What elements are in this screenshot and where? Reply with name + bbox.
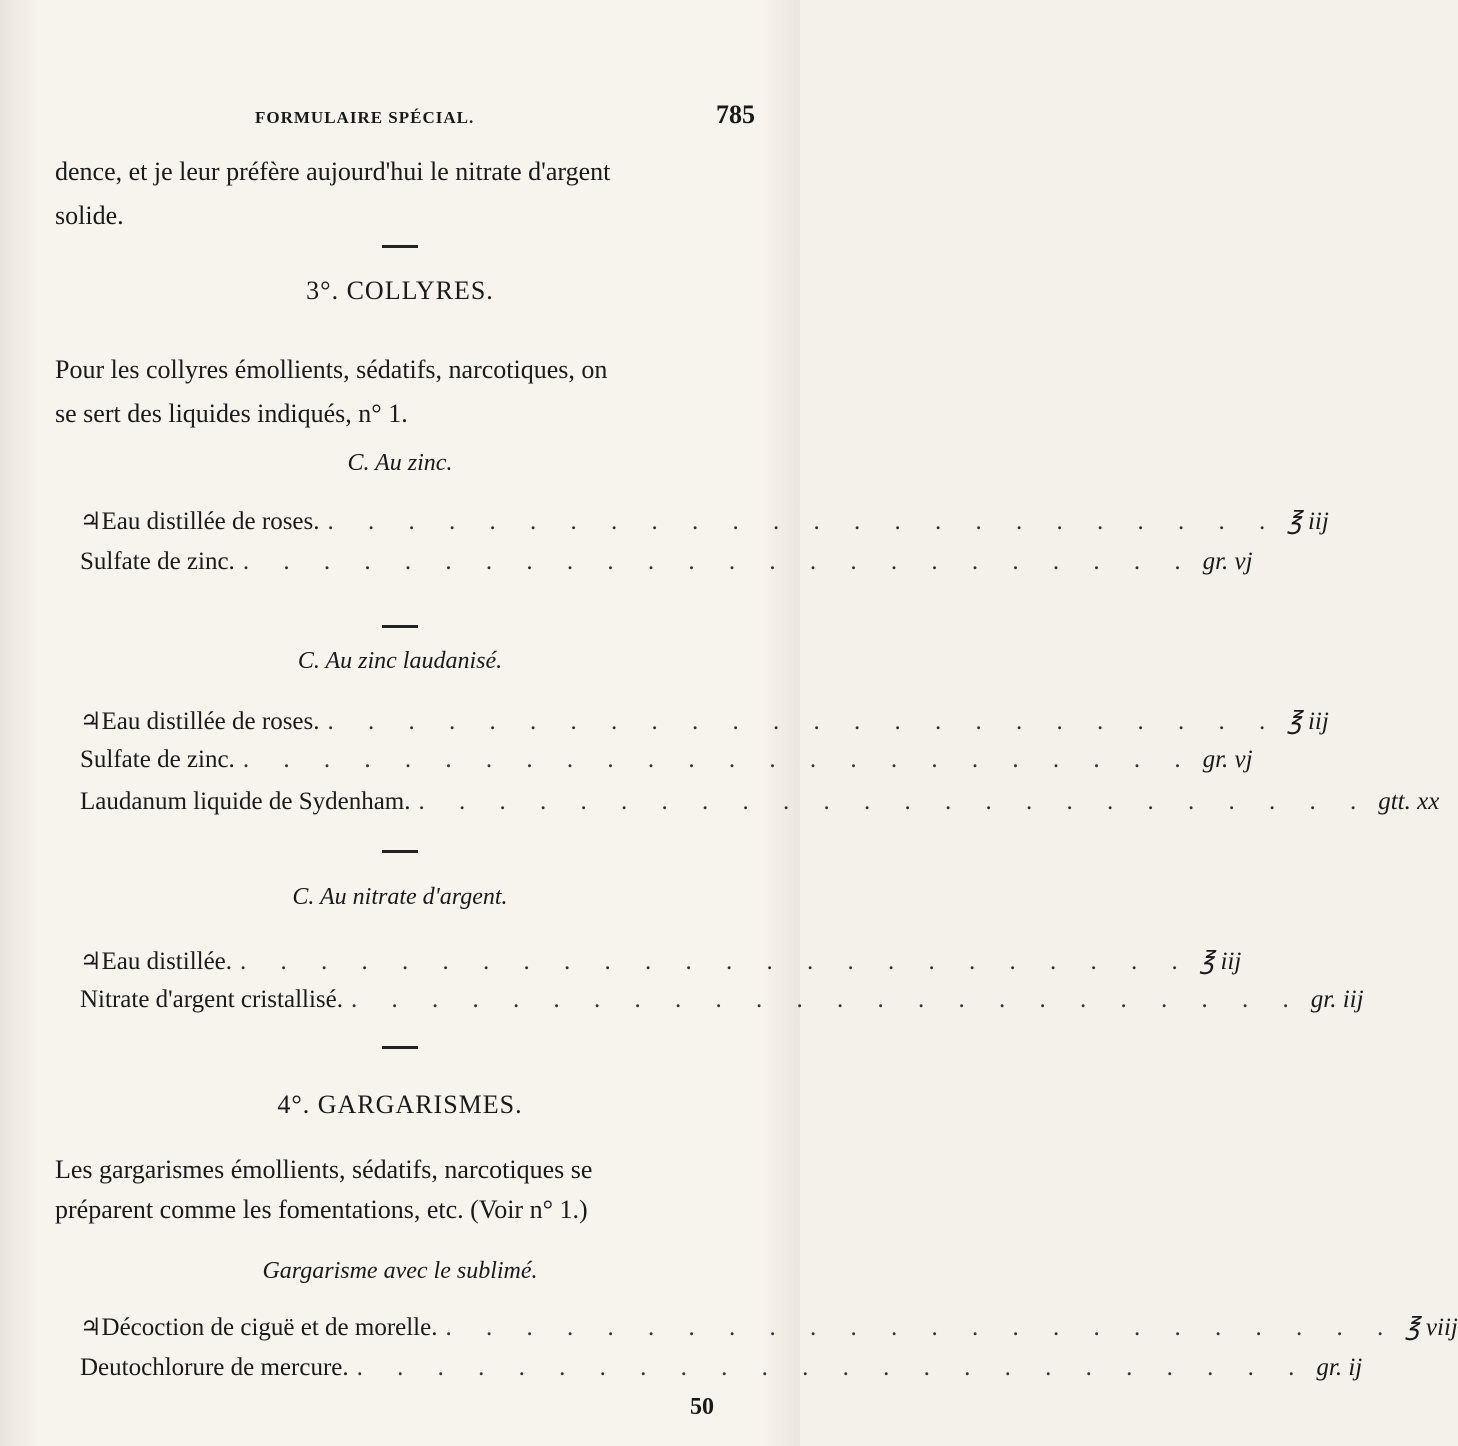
section-4-title: 4°. GARGARISMES.	[277, 1090, 523, 1119]
ingredient-name: Sulfate de zinc.	[80, 746, 235, 773]
leader-dots: . . . . . . . . . . . . . . . . . . . . . . . .	[418, 788, 1371, 815]
recipe-symbol-icon: ♃	[80, 509, 102, 535]
ingredient-name: Deutochlorure de mercure.	[80, 1354, 349, 1381]
formula-sublime-row-2	[80, 1354, 1363, 1382]
ingredient-quantity: gtt. xx	[1378, 788, 1440, 815]
section-4-para-line-2: préparent comme les fomentations, etc. (Voir n° 1.)	[55, 1195, 588, 1224]
ingredient-quantity: ℥ iij	[1199, 948, 1242, 975]
recipe-symbol-icon: ♃	[80, 949, 102, 975]
ingredient-quantity: ℥ iij	[1287, 508, 1329, 535]
section-3-title: 3°. COLLYRES.	[306, 276, 494, 305]
intro-line-1: dence, et je leur préfère aujourd'hui le nitrate d'argent	[55, 157, 611, 186]
ingredient-name: Eau distillée de roses.	[101, 508, 320, 535]
recipe-symbol-icon: ♃	[80, 1315, 102, 1341]
leader-dots: . . . . . . . . . . . . . . . . . . . . . . . .	[327, 508, 1280, 535]
ingredient-name: Eau distillée de roses.	[101, 708, 320, 735]
formula-zinc-row-1	[80, 506, 1329, 536]
ingredient-name: Sulfate de zinc.	[80, 548, 235, 575]
leader-dots: . . . . . . . . . . . . . . . . . . . . . . . .	[356, 1354, 1309, 1381]
leader-dots: . . . . . . . . . . . . . . . . . . . . . . . .	[327, 708, 1280, 735]
leader-dots: . . . . . . . . . . . . . . . . . . . . . . . .	[242, 746, 1195, 773]
leader-dots: . . . . . . . . . . . . . . . . . . . . . . . .	[350, 986, 1303, 1013]
ingredient-quantity: gr. vj	[1202, 548, 1253, 575]
leader-dots: . . . . . . . . . . . . . . . . . . . . . . . .	[242, 548, 1195, 575]
formula-laudanise-row-3	[80, 788, 1440, 816]
ingredient-quantity: ℥ viij	[1405, 1314, 1458, 1341]
section-divider	[382, 245, 418, 248]
leader-dots: . . . . . . . . . . . . . . . . . . . . . . . .	[240, 948, 1192, 975]
page-header	[255, 100, 755, 130]
formula-divider	[382, 850, 418, 853]
section-divider	[382, 1046, 418, 1049]
formula-laudanise-row-2	[80, 746, 1253, 774]
formula-divider	[382, 625, 418, 628]
formula-sublime-row-1	[80, 1312, 1458, 1342]
ingredient-quantity: gr. iij	[1310, 986, 1364, 1013]
formula-zinc-row-2	[80, 548, 1253, 576]
recipe-symbol-icon: ♃	[80, 709, 102, 735]
ingredient-quantity: gr. ij	[1316, 1354, 1363, 1381]
ingredient-name: Nitrate d'argent cristallisé.	[80, 986, 343, 1013]
formula-laudanise-row-1	[80, 706, 1329, 736]
ingredient-name: Laudanum liquide de Sydenham.	[80, 788, 411, 815]
formula-title-sublime: Gargarisme avec le sublimé.	[262, 1258, 538, 1284]
formula-title-zinc: C. Au zinc.	[347, 450, 453, 476]
formula-title-zinc-laudanise: C. Au zinc laudanisé.	[297, 648, 503, 674]
formula-nitrate-row-1	[80, 946, 1242, 976]
ingredient-quantity: gr. vj	[1202, 746, 1253, 773]
section-3-para-line-1: Pour les collyres émollients, sédatifs, narcotiques, on	[55, 355, 608, 384]
running-title: FORMULAIRE SPÉCIAL.	[255, 108, 475, 127]
ingredient-name: Décoction de ciguë et de morelle.	[101, 1314, 438, 1341]
formula-nitrate-row-2	[80, 986, 1364, 1014]
section-3-para-line-2: se sert des liquides indiqués, n° 1.	[55, 399, 408, 428]
ingredient-name: Eau distillée.	[101, 948, 233, 975]
ingredient-quantity: ℥ iij	[1287, 708, 1329, 735]
intro-line-2: solide.	[55, 201, 124, 230]
leader-dots: . . . . . . . . . . . . . . . . . . . . . . . .	[445, 1314, 1398, 1341]
page-number: 785	[716, 100, 755, 129]
signature-mark: 50	[690, 1394, 714, 1420]
section-4-para-line-1: Les gargarismes émollients, sédatifs, narcotiques se	[55, 1155, 593, 1184]
formula-title-nitrate: C. Au nitrate d'argent.	[292, 884, 508, 910]
